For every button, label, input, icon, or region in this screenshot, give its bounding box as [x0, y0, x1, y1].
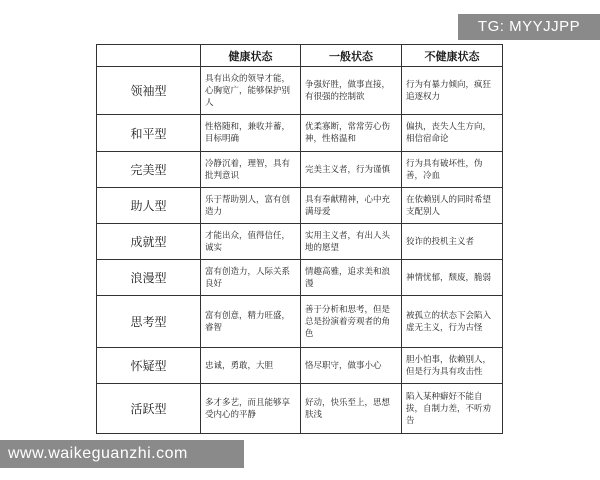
normal-cell: 具有奉献精神，心中充满母爱 [301, 188, 402, 224]
unhealthy-cell: 胆小怕事，依赖别人，但是行为具有攻击性 [402, 348, 503, 384]
header-unhealthy: 不健康状态 [402, 45, 503, 67]
header-healthy: 健康状态 [201, 45, 301, 67]
unhealthy-cell: 被孤立的状态下会陷入虚无主义，行为古怪 [402, 296, 503, 348]
normal-cell: 恪尽职守，做事小心 [301, 348, 402, 384]
healthy-cell: 富有创造力，人际关系良好 [201, 260, 301, 296]
unhealthy-cell: 行为具有破坏性，伪善，冷血 [402, 152, 503, 188]
table-row [97, 296, 503, 348]
unhealthy-cell: 狡诈的投机主义者 [402, 224, 503, 260]
healthy-cell: 富有创意，精力旺盛，睿智 [201, 296, 301, 348]
normal-cell: 争强好胜，做事直接，有很强的控制欲 [301, 67, 402, 115]
personality-table [96, 44, 503, 434]
table-row [97, 152, 503, 188]
normal-cell: 情趣高雅，追求美和浪漫 [301, 260, 402, 296]
normal-cell: 优柔寡断，常常劳心伤神，性格温和 [301, 115, 402, 152]
type-cell: 助人型 [97, 188, 201, 224]
unhealthy-cell: 偏执，丧失人生方向，相信宿命论 [402, 115, 503, 152]
healthy-cell: 冷静沉着，理智，具有批判意识 [201, 152, 301, 188]
table-row [97, 224, 503, 260]
type-cell: 成就型 [97, 224, 201, 260]
healthy-cell: 多才多艺，而且能够享受内心的平静 [201, 384, 301, 434]
normal-cell: 好动，快乐至上，思想肤浅 [301, 384, 402, 434]
healthy-cell: 乐于帮助别人，富有创造力 [201, 188, 301, 224]
table-row [97, 115, 503, 152]
type-cell: 完美型 [97, 152, 201, 188]
type-cell: 怀疑型 [97, 348, 201, 384]
header-type [97, 45, 201, 67]
healthy-cell: 才能出众，值得信任，诚实 [201, 224, 301, 260]
table-row [97, 260, 503, 296]
type-cell: 活跃型 [97, 384, 201, 434]
watermark-bottom: www.waikeguanzhi.com [0, 440, 244, 468]
healthy-cell: 具有出众的领导才能，心胸宽广，能够保护别人 [201, 67, 301, 115]
table-row [97, 67, 503, 115]
normal-cell: 完美主义者，行为谨慎 [301, 152, 402, 188]
header-row [97, 45, 503, 67]
type-cell: 思考型 [97, 296, 201, 348]
unhealthy-cell: 神情忧郁，颓废，脆弱 [402, 260, 503, 296]
unhealthy-cell: 陷入某种癖好不能自拔，自制力差，不听劝告 [402, 384, 503, 434]
type-cell: 和平型 [97, 115, 201, 152]
table-row [97, 348, 503, 384]
normal-cell: 善于分析和思考，但是总是扮演着旁观者的角色 [301, 296, 402, 348]
type-cell: 领袖型 [97, 67, 201, 115]
watermark-top: TG: MYYJJPP [458, 14, 600, 40]
table-row [97, 384, 503, 434]
unhealthy-cell: 在依赖别人的同时希望支配别人 [402, 188, 503, 224]
healthy-cell: 忠诚，勇敢，大胆 [201, 348, 301, 384]
unhealthy-cell: 行为有暴力倾向，疯狂追逐权力 [402, 67, 503, 115]
header-normal: 一般状态 [301, 45, 402, 67]
type-cell: 浪漫型 [97, 260, 201, 296]
table-row [97, 188, 503, 224]
normal-cell: 实用主义者，有出人头地的愿望 [301, 224, 402, 260]
healthy-cell: 性格随和，兼收并蓄，目标明确 [201, 115, 301, 152]
